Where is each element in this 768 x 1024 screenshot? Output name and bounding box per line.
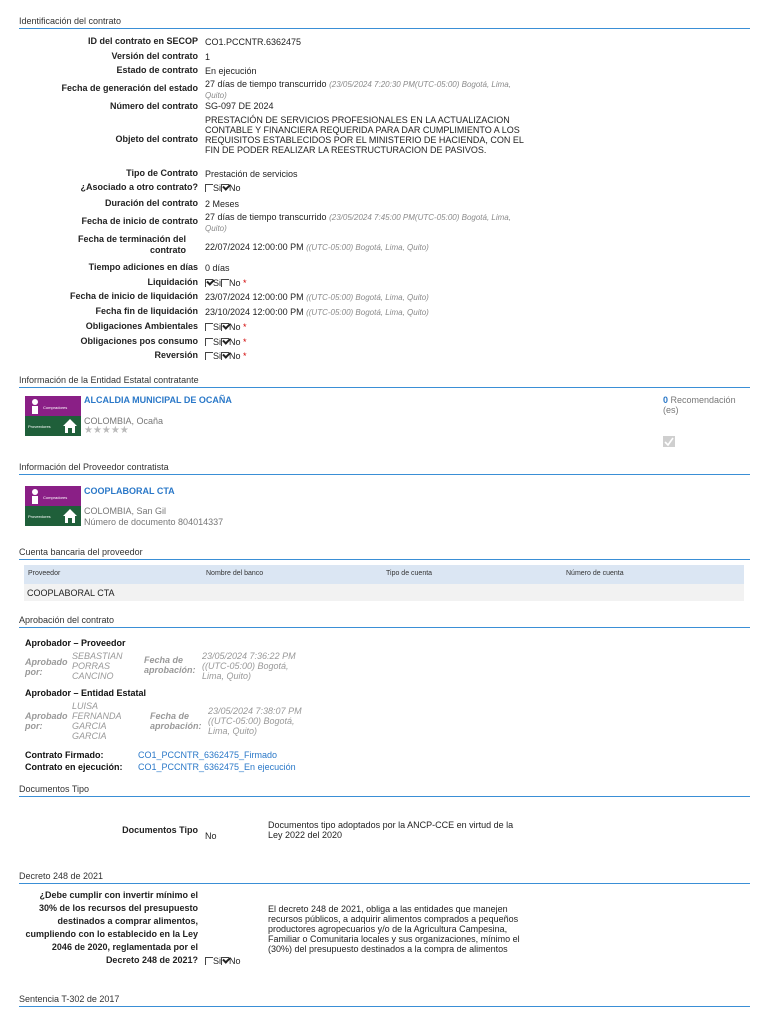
asociado-label: ¿Asociado a otro contrato?: [80, 182, 198, 192]
documentos-tipo-label: Documentos Tipo: [122, 825, 198, 835]
section-title-decreto: Decreto 248 de 2021: [19, 871, 104, 881]
entidad-name-link[interactable]: ALCALDIA MUNICIPAL DE OCAÑA: [84, 395, 232, 405]
proveedor-logo: [25, 486, 81, 526]
section-title-aprobacion: Aprobación del contrato: [19, 615, 115, 625]
decreto-note: El decreto 248 de 2021, obliga a las entidades que manejen recursos públicos, a adquirir alimentos comprados a pequeños productores agropecuarios y/o de la Agricultura Campesina, Familiar o Comunitaria locales y sus organizaciones, mínimo el (30%) del presupuesto destinados a la compra de alimentos: [268, 904, 520, 954]
recomendaciones: 0 Recomendación (es): [663, 395, 736, 415]
asociado-si-checkbox[interactable]: [205, 184, 213, 192]
contrato-ejecucion-label: Contrato en ejecución:: [25, 762, 123, 772]
adiciones-label: Tiempo adiciones en días: [88, 262, 198, 272]
section-divider: [19, 883, 750, 884]
proveedor-document: Número de documento 804014337: [84, 517, 224, 527]
bank-row-proveedor: COOPLABORAL CTA: [27, 588, 115, 598]
liquidacion-no-checkbox[interactable]: [221, 279, 229, 287]
checkmark-icon[interactable]: [663, 436, 675, 447]
bank-table-header: [24, 565, 744, 584]
inicio-liquidacion-label: Fecha de inicio de liquidación: [69, 291, 198, 301]
section-divider: [19, 559, 750, 560]
inicio-liquidacion-value: 23/07/2024 12:00:00 PM ((UTC-05:00) Bogotá, Lima, Quito): [205, 292, 429, 302]
section-title-documentos: Documentos Tipo: [19, 784, 90, 794]
reversion-si-checkbox[interactable]: [205, 352, 213, 360]
ambientales-no-checkbox[interactable]: [221, 323, 229, 331]
proveedor-location: COLOMBIA, San Gil: [84, 506, 167, 516]
bank-col-tipo: Tipo de cuenta: [386, 570, 433, 577]
section-title-proveedor: Información del Proveedor contratista: [19, 462, 169, 472]
aprobador-entidad-date: 23/05/2024 7:38:07 PM ((UTC-05:00) Bogotá, Lima, Quito): [208, 706, 302, 736]
section-title-identificacion: Identificación del contrato: [19, 16, 122, 26]
duracion-label: Duración del contrato: [104, 198, 198, 208]
person-icon: [29, 488, 41, 504]
contrato-ejecucion-link[interactable]: CO1_PCCNTR_6362475_En ejecución: [138, 762, 296, 772]
posconsumo-label: Obligaciones pos consumo: [80, 336, 198, 346]
liquidacion-si-checkbox[interactable]: [205, 279, 213, 287]
contrato-firmado-link[interactable]: CO1_PCCNTR_6362475_Firmado: [138, 750, 278, 760]
section-title-entidad: Información de la Entidad Estatal contratante: [19, 375, 199, 385]
duracion-value: 2 Meses: [205, 199, 240, 209]
section-divider: [19, 1006, 750, 1007]
fecha-aprobacion-label: Fecha de aprobación:: [144, 655, 196, 675]
decreto-no-checkbox[interactable]: [221, 957, 229, 965]
section-title-cuenta: Cuenta bancaria del proveedor: [19, 547, 143, 557]
objeto-label: Objeto del contrato: [115, 134, 198, 144]
objeto-value: PRESTACIÓN DE SERVICIOS PROFESIONALES EN LA ACTUALIZACION CONTABLE Y FINANCIERA REQUERIDA PARA DAR CUMPLIMIENTO A LOS REQUISITOS ESTABLECIDOS POR EL MINISTERIO DE HACIENDA, CON EL FIN DE PODER REALIZAR LA REESTRUCTURACION DE PASIVOS.: [205, 115, 524, 155]
decreto-choice: Si No: [205, 956, 241, 966]
logo-top-text: Compradores: [43, 405, 68, 410]
terminacion-value: 22/07/2024 12:00:00 PM ((UTC-05:00) Bogotá, Lima, Quito): [205, 242, 429, 252]
liquidacion-label: Liquidación: [147, 277, 198, 287]
section-title-sentencia: Sentencia T-302 de 2017: [19, 994, 120, 1004]
section-divider: [19, 474, 750, 475]
person-icon: [29, 398, 41, 414]
contrato-firmado-label: Contrato Firmado:: [25, 750, 104, 760]
fecha-aprobacion-label: Fecha de aprobación:: [150, 711, 202, 731]
house-icon: [62, 418, 78, 434]
asociado-no-checkbox[interactable]: [221, 184, 229, 192]
version-value: 1: [205, 52, 211, 62]
tipo-value: Prestación de servicios: [205, 169, 298, 179]
estado-value: En ejecución: [205, 66, 257, 76]
posconsumo-si-checkbox[interactable]: [205, 338, 213, 346]
posconsumo-no-checkbox[interactable]: [221, 338, 229, 346]
proveedor-name-link[interactable]: COOPLABORAL CTA: [84, 486, 175, 496]
reversion-label: Reversión: [154, 350, 198, 360]
fin-liquidacion-label: Fecha fin de liquidación: [95, 306, 198, 316]
aprobado-por-label: Aprobado por:: [25, 657, 68, 677]
aprobador-proveedor-title: Aprobador – Proveedor: [25, 638, 126, 648]
entidad-location: COLOMBIA, Ocaña: [84, 416, 164, 426]
documentos-tipo-note: Documentos tipo adoptados por la ANCP-CCE en virtud de la Ley 2022 del 2020: [268, 820, 514, 840]
tipo-label: Tipo de Contrato: [126, 168, 198, 178]
reversion-choice: Si No *: [205, 351, 247, 361]
table-row: [24, 584, 744, 601]
logo-bottom-text: Proveedores: [28, 424, 51, 429]
recomendaciones-count[interactable]: 0: [663, 395, 669, 405]
section-divider: [19, 627, 750, 628]
reversion-no-checkbox[interactable]: [221, 352, 229, 360]
version-label: Versión del contrato: [111, 51, 198, 61]
ambientales-choice: Si No *: [205, 322, 247, 332]
logo-bottom-text: Proveedores: [28, 514, 51, 519]
bank-col-numero: Número de cuenta: [566, 570, 624, 577]
documentos-tipo-value: No: [205, 831, 217, 841]
decreto-question: ¿Debe cumplir con invertir mínimo el 30% de los recursos del presupuesto destinados a comprar alimentos, cumpliendo con lo establecido en la Ley 2046 de 2020, reglamentada por el Decreto 248 de 2021?: [25, 890, 198, 965]
decreto-si-checkbox[interactable]: [205, 957, 213, 965]
logo-top-text: Compradores: [43, 495, 68, 500]
adiciones-value: 0 días: [205, 263, 230, 273]
ambientales-si-checkbox[interactable]: [205, 323, 213, 331]
fecha-generacion-label: Fecha de generación del estado: [61, 83, 198, 93]
numero-label: Número del contrato: [109, 101, 198, 111]
bank-col-banco: Nombre del banco: [206, 570, 264, 577]
terminacion-label: Fecha de terminación del contrato: [77, 234, 186, 255]
section-divider: [19, 796, 750, 797]
aprobador-proveedor-date: 23/05/2024 7:36:22 PM ((UTC-05:00) Bogotá, Lima, Quito): [202, 651, 296, 681]
aprobador-entidad-name: LUISA FERNANDA GARCIA GARCIA: [72, 701, 122, 741]
numero-value: SG-097 DE 2024: [205, 101, 274, 111]
asociado-choice: Si No: [205, 183, 241, 193]
fecha-generacion-value: 27 días de tiempo transcurrido (23/05/2024 7:20:30 PM(UTC-05:00) Bogotá, Lima, Quito): [205, 79, 511, 100]
inicio-label: Fecha de inicio de contrato: [81, 216, 198, 226]
bank-col-proveedor: Proveedor: [28, 570, 61, 577]
aprobador-entidad-title: Aprobador – Entidad Estatal: [25, 688, 147, 698]
aprobador-proveedor-name: SEBASTIAN PORRAS CANCINO: [72, 651, 123, 681]
id-value: CO1.PCCNTR.6362475: [205, 37, 302, 47]
posconsumo-choice: Si No *: [205, 337, 247, 347]
inicio-value: 27 días de tiempo transcurrido (23/05/2024 7:45:00 PM(UTC-05:00) Bogotá, Lima, Quito): [205, 212, 511, 233]
section-divider: [19, 28, 750, 29]
entidad-logo: [25, 396, 81, 436]
id-label: ID del contrato en SECOP: [87, 36, 198, 46]
ambientales-label: Obligaciones Ambientales: [85, 321, 198, 331]
section-divider: [19, 387, 750, 388]
rating-stars: ★★★★★: [84, 425, 129, 436]
aprobado-por-label: Aprobado por:: [25, 711, 68, 731]
liquidacion-choice: Si No *: [205, 278, 247, 288]
fin-liquidacion-value: 23/10/2024 12:00:00 PM ((UTC-05:00) Bogotá, Lima, Quito): [205, 307, 429, 317]
house-icon: [62, 508, 78, 524]
estado-label: Estado de contrato: [116, 65, 198, 75]
